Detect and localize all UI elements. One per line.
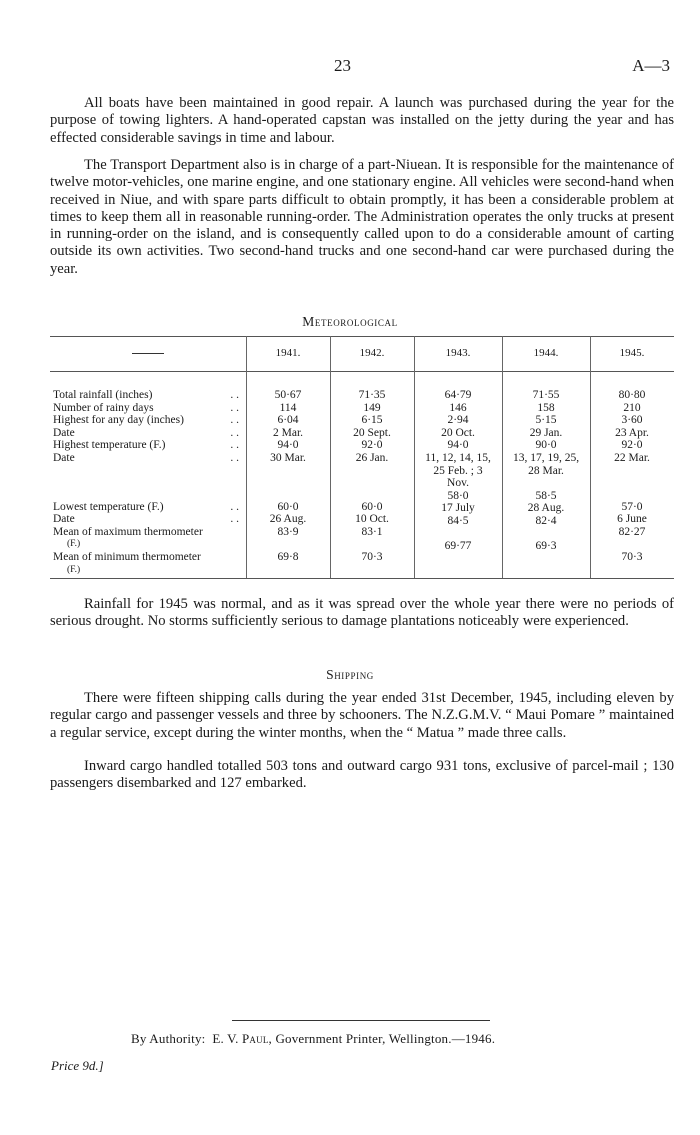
table-cell: 13, 17, 19, 25,: [512, 451, 580, 464]
paragraph-transport: The Transport Department also is in charge of a part-Niuean. It is responsible for the maintenance of twelve motor-vehicles, one marine engine, and one stationary engine. All vehicles were second-hand when received in Niue, and with spare parts difficult to obtain promptly, it has been a considerable problem at times to keep them all in reasonable running-order. The Administration operates the only trucks at present in running-order on the island, and is consequently called upon to do a considerable amount of carting outside its own activities. Two second-hand trucks and one second-hand car were purchased during the year.: [50, 157, 674, 277]
table-cell: 20 Oct.: [441, 426, 475, 439]
table-cell: 70·3: [361, 550, 383, 563]
paragraph-boats: All boats have been maintained in good repair. A launch was purchased during the year for the purpose of towing lighters. A hand-operated capstan was installed on the jetty during the year and has effected considerable savings in time and labour.: [50, 95, 674, 146]
row-label: Mean of minimum thermometer: [53, 550, 201, 563]
table-cell: 83·9: [277, 525, 299, 538]
table-cell: 20 Sept.: [353, 426, 391, 439]
table-cell: 3·60: [621, 414, 643, 427]
row-label: Highest temperature (F.) . .: [53, 439, 239, 452]
table-cell: 84·5: [447, 514, 469, 527]
paragraph-rainfall: Rainfall for 1945 was normal, and as it was spread over the whole year there were no periods of serious drought. No storms sufficiently serious to damage plantations noticeably were experienced.: [50, 596, 674, 630]
paragraph-cargo: Inward cargo handled totalled 503 tons and outward cargo 931 tons, exclusive of parcel-mail ; 130 passengers disembarked and 127 embarked.: [50, 758, 674, 792]
table-cell: 2·94: [447, 414, 469, 427]
column-header: 1945.: [619, 347, 645, 359]
row-label-unit: (F.): [67, 564, 81, 575]
imprint-label: By Authority:: [131, 1031, 206, 1046]
table-top-rule: [50, 336, 674, 337]
table-cell: 26 Jan.: [355, 451, 389, 464]
column-1945: [590, 389, 674, 564]
table-cell: 146: [449, 401, 467, 414]
table-cell: 94·0: [277, 439, 299, 452]
page-number: 23: [334, 56, 351, 75]
table-cell: 60·0: [277, 500, 299, 513]
row-label: Total rainfall (inches) . .: [53, 389, 239, 401]
row-label: Date . .: [53, 451, 239, 464]
row-label: Lowest temperature (F.) . .: [53, 500, 239, 513]
heading-shipping: Shipping: [326, 667, 374, 682]
table-cell: Nov.: [447, 477, 469, 490]
table-cell: 10 Oct.: [355, 513, 389, 526]
table-cell: 71·55: [532, 389, 560, 401]
table-cell: 2 Mar.: [272, 426, 304, 439]
table-bottom-rule: [50, 578, 674, 579]
row-label: Highest for any day (inches) . .: [53, 414, 239, 427]
table-cell: 158: [537, 401, 555, 414]
row-label: Date . .: [53, 513, 239, 526]
table-cell: 57·0: [621, 500, 643, 513]
table-cell: 6 June: [617, 513, 647, 526]
row-label: Number of rainy days . .: [53, 401, 239, 414]
row-label: Mean of maximum thermometer: [53, 525, 203, 538]
column-1942: [330, 389, 414, 564]
table-cell: 210: [623, 401, 641, 414]
table-cell: 30 Mar.: [270, 451, 306, 464]
table-cell: 26 Aug.: [269, 513, 307, 526]
table-cell: 71·35: [358, 389, 386, 401]
paragraph-shipping: There were fifteen shipping calls during the year ended 31st December, 1945, including eleven by regular cargo and passenger vessels and three by schooners. The N.Z.G.M.V. “ Maui Pomare ” maintained a regular service, except during the winter months, when the “ Matua ” made three calls.: [50, 690, 674, 741]
table-cell: 50·67: [274, 389, 302, 401]
table-cell: 17 July: [441, 502, 475, 515]
table-cell: 6·04: [277, 414, 299, 427]
table-cell: 69·3: [535, 540, 557, 553]
table-cell: 28 Aug.: [527, 502, 565, 515]
column-header: 1942.: [359, 347, 385, 359]
row-label-unit: (F.): [67, 539, 81, 550]
table-cell: 23 Apr.: [615, 426, 649, 439]
table-cell: 82·4: [535, 514, 557, 527]
table-cell: 149: [363, 401, 381, 414]
header-dash: [128, 345, 168, 355]
row-label: Date . .: [53, 426, 239, 439]
table-cell: 58·5: [535, 489, 557, 502]
table-cell: 25 Feb. ; 3: [433, 464, 483, 477]
footer-rule: [232, 1020, 490, 1021]
table-cell: 83·1: [361, 525, 383, 538]
column-1943: [414, 389, 502, 553]
table-cell: 90·0: [535, 439, 557, 452]
table-cell: 60·0: [361, 500, 383, 513]
table-cell: 82·27: [618, 525, 646, 538]
column-1941: [246, 389, 330, 564]
table-cell: 92·0: [621, 439, 643, 452]
column-header: 1943.: [445, 347, 471, 359]
table-cell: 70·3: [621, 550, 643, 563]
table-cell: 29 Jan.: [529, 426, 563, 439]
heading-meteorological: Meteorological: [302, 314, 398, 329]
table-cell: 6·15: [361, 414, 383, 427]
table-cell: 5·15: [535, 414, 557, 427]
table-cell: 92·0: [361, 439, 383, 452]
column-1944: [502, 389, 590, 553]
table-cell: 69·77: [444, 540, 472, 553]
table-header-rule: [50, 371, 674, 372]
table-cell: 28 Mar.: [528, 464, 564, 477]
table-cell: 69·8: [277, 550, 299, 563]
table-cell: 114: [279, 401, 297, 414]
table-cell: 94·0: [447, 439, 469, 452]
printer-name: Paul,: [242, 1031, 272, 1046]
printer-details: Government Printer, Wellington.—1946.: [275, 1031, 496, 1046]
printer-initials: E. V.: [212, 1031, 239, 1046]
table-cell: 80·80: [618, 389, 646, 401]
document-reference: A—3: [632, 56, 670, 75]
column-header: 1944.: [533, 347, 559, 359]
price: Price 9d.]: [51, 1058, 104, 1073]
table-cell: 64·79: [444, 389, 472, 401]
table-cell: 11, 12, 14, 15,: [425, 451, 491, 464]
table-cell: 22 Mar.: [614, 451, 650, 464]
column-header: 1941.: [275, 347, 301, 359]
row-labels: [53, 389, 245, 576]
table-cell: 58·0: [447, 489, 469, 502]
printer-imprint: [131, 1031, 495, 1047]
